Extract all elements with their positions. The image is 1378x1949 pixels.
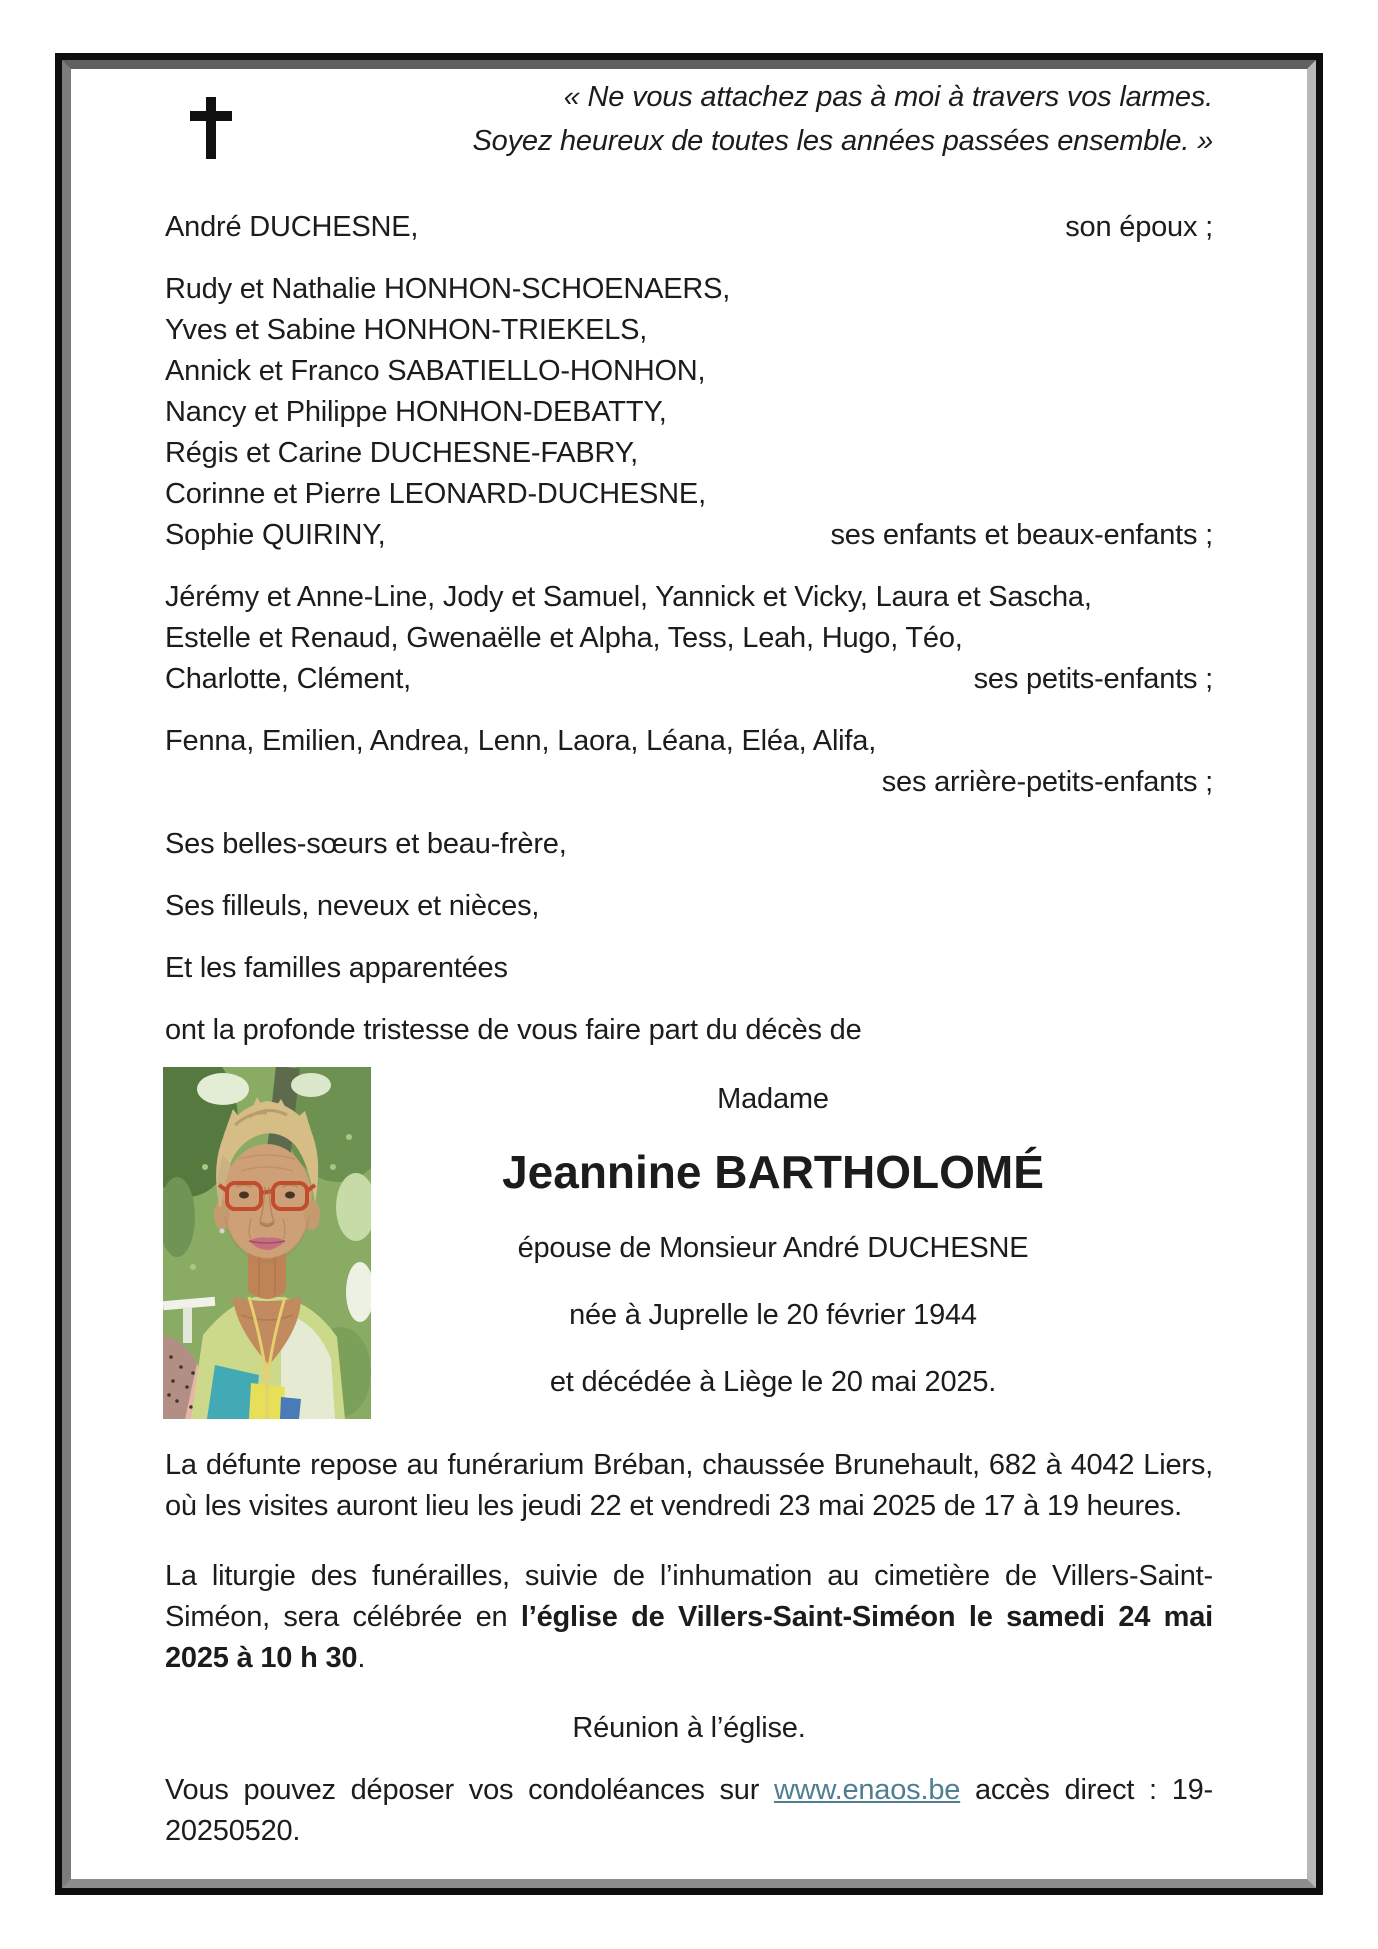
liturgy-end: . — [357, 1642, 366, 1674]
deceased-name: Jeannine BARTHOLOMÉ — [502, 1146, 1044, 1198]
children-line: Corinne et Pierre LEONARD-DUCHESNE, — [165, 478, 706, 510]
quote-line-2: Soyez heureux de toutes les années passées ensemble. » — [472, 125, 1213, 157]
relatives-line: Ses belles-sœurs et beau-frère, — [165, 828, 567, 860]
relatives-line: Et les familles apparentées — [165, 952, 508, 984]
spouse-names: André DUCHESNE, — [165, 211, 419, 243]
deceased-death-line: et décédée à Liège le 20 mai 2025. — [549, 1366, 997, 1398]
great-grandchildren-relation: ses arrière-petits-enfants ; — [881, 766, 1213, 798]
children-last-row — [165, 515, 1213, 556]
announcement-line: ont la profonde tristesse de vous faire part du décès de — [165, 1014, 862, 1046]
children-relation: ses enfants et beaux-enfants ; — [830, 519, 1213, 551]
cross-icon — [190, 97, 232, 159]
relatives-line: Ses filleuls, neveux et nièces, — [165, 890, 540, 922]
deceased-identity — [373, 1067, 1213, 1403]
liturgy-bold-text: l’église de Villers-Saint-Siméon le samedi 24 mai 2025 à 10 h 30 — [165, 1601, 1213, 1674]
children-last-name: Sophie QUIRINY, — [165, 519, 386, 551]
quote-line-1: « Ne vous attachez pas à moi à travers vos larmes. — [563, 81, 1213, 113]
grandchildren-line: Jérémy et Anne-Line, Jody et Samuel, Yannick et Vicky, Laura et Sascha, — [165, 581, 1092, 613]
spouse-row — [165, 207, 1213, 248]
great-grandchildren-list — [165, 721, 1213, 803]
liturgy-text: La liturgie des funérailles, suivie de l’inhumation au cimetière de Villers-Saint-Siméon, sera célébrée en — [165, 1560, 1213, 1633]
children-line: Nancy et Philippe HONHON-DEBATTY, — [165, 396, 667, 428]
condolences-access-code: accès direct : 19-20250520. — [165, 1774, 1214, 1847]
great-grandchildren-line: Fenna, Emilien, Andrea, Lenn, Laora, Léana, Eléa, Alifa, — [165, 725, 877, 757]
grandchildren-last-row — [165, 659, 1213, 700]
spouse-relation: son époux ; — [1065, 211, 1213, 243]
portrait-photo — [163, 1067, 371, 1419]
condolences-paragraph — [165, 1770, 1213, 1852]
header — [165, 75, 1213, 163]
children-line: Yves et Sabine HONHON-TRIEKELS, — [165, 314, 648, 346]
repose-paragraph: La défunte repose au funérarium Bréban, chaussée Brunehault, 682 à 4042 Liers, où les visites auront lieu les jeudi 22 et vendredi 23 mai 2025 de 17 à 19 heures. — [165, 1449, 1213, 1522]
memorial-quote — [165, 75, 1213, 163]
liturgy-paragraph — [165, 1556, 1213, 1679]
children-list — [165, 269, 1213, 556]
reunion-line: Réunion à l’église. — [572, 1712, 806, 1744]
grandchildren-list — [165, 577, 1213, 700]
deceased-birth-line: née à Juprelle le 20 février 1944 — [569, 1299, 977, 1331]
grandchildren-last-name: Charlotte, Clément, — [165, 663, 412, 695]
deceased-spouse-line: épouse de Monsieur André DUCHESNE — [517, 1232, 1029, 1264]
grandchildren-line: Estelle et Renaud, Gwenaëlle et Alpha, Tess, Leah, Hugo, Téo, — [165, 622, 963, 654]
announcement-content — [71, 69, 1307, 1879]
children-line: Annick et Franco SABATIELLO-HONHON, — [165, 355, 706, 387]
children-line: Régis et Carine DUCHESNE-FABRY, — [165, 437, 639, 469]
grandchildren-relation: ses petits-enfants ; — [973, 663, 1213, 695]
deceased-section — [165, 1067, 1213, 1419]
condolences-text: Vous pouvez déposer vos condoléances sur — [165, 1774, 774, 1806]
enaos-link[interactable]: www.enaos.be — [773, 1774, 961, 1806]
deceased-title: Madame — [717, 1083, 829, 1115]
announcement-frame — [55, 53, 1323, 1895]
children-line: Rudy et Nathalie HONHON-SCHOENAERS, — [165, 273, 731, 305]
